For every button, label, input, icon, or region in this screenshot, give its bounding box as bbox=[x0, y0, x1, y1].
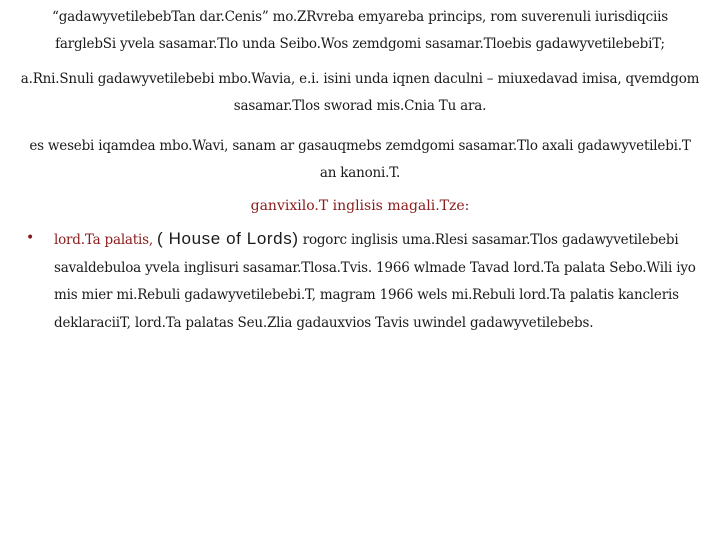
bullet-english-term: ( House of Lords) bbox=[157, 229, 299, 248]
bullet-text-block bbox=[54, 225, 702, 337]
bullet-body: rogorc inglisis uma.Rlesi sasamar.Tlos gadawyvetilebebi savaldebuloa yvela inglisuri sasamar.Tlosa.Tvis. 1966 wlmade Tavad lord.Ta palata Sebo.Wili iyo mis mier mi.Rebuli gadawyvetilebebi.T, magram 1966 wels mi.Rebuli lord.Ta palatis kancleris deklaraciiT, lord.Ta palatas Seu.Zlia gadauxvios Tavis uwindel gadawyvetilebebs. bbox=[54, 232, 696, 331]
section-heading: ganvixilo.T inglisis magali.Tze: bbox=[250, 198, 470, 214]
binding-paragraph: a.Rni.Snuli gadawyvetilebebi mbo.Wavia, e.i. isini unda iqnen daculni – miuxedavad imisa, qvemdgom sasamar.Tlos sworad mis.Cnia Tu ara. bbox=[20, 71, 700, 114]
bullet-marker: • bbox=[26, 230, 35, 246]
rules-paragraph: es wesebi iqamdea mbo.Wavi, sanam ar gasauqmebs zemdgomi sasamar.Tlo axali gadawyvetilebi.T an kanoni.T. bbox=[29, 138, 691, 181]
intro-paragraph: “gadawyvetilebebTan dar.Cenis” mo.ZRvreba emyareba princips, rom suverenuli iurisdiqciis farglebSi yvela sasamar.Tlo unda Seibo.Wos zemdgomi sasamar.Tloebis gadawyvetilebebiT; bbox=[52, 9, 668, 52]
bullet-term: lord.Ta palatis, bbox=[54, 232, 153, 248]
bullet-item bbox=[26, 225, 702, 337]
